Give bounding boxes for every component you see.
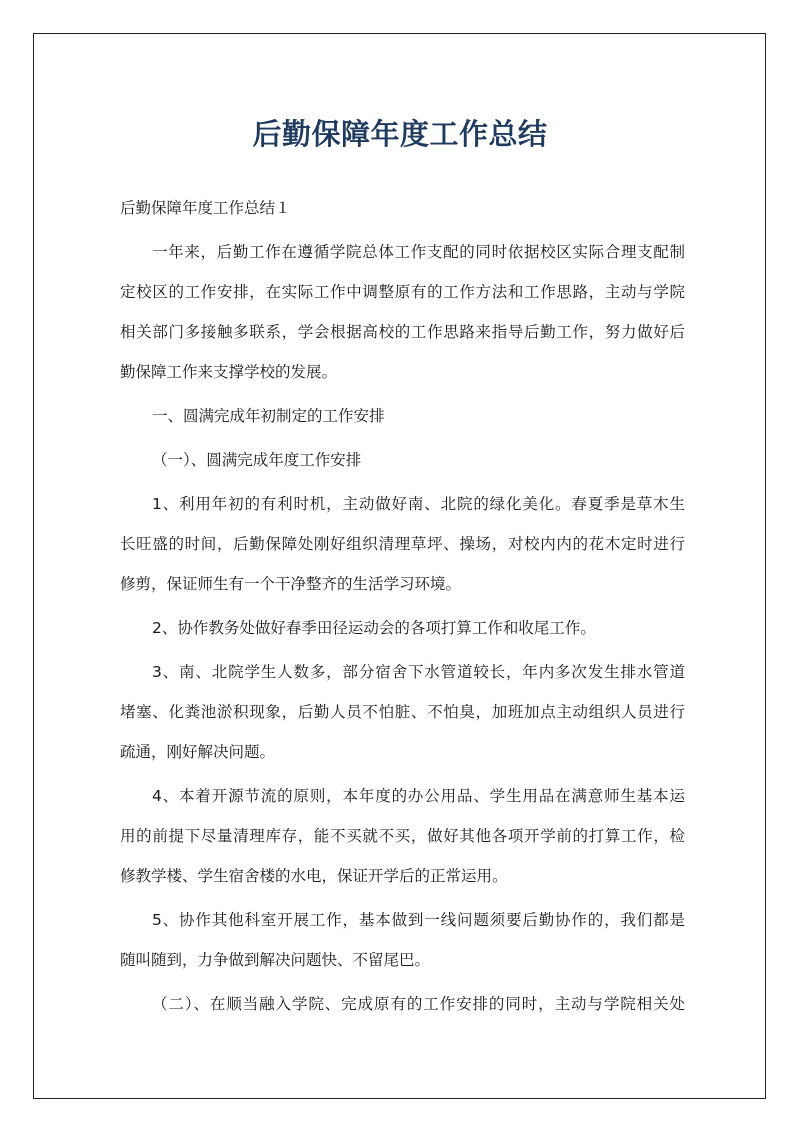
text-line: 定校区的工作安排，在实际工作中调整原有的工作方法和工作思路，主动与学院 [120,283,685,301]
paragraph-item-3 [120,652,685,772]
text-line: 3、南、北院学生人数多，部分宿舍下水管道较长，年内多次发生排水管道 [152,663,685,681]
text-line: 4、本着开源节流的原则，本年度的办公用品、学生用品在满意师生基本运 [152,787,685,805]
text-line: 相关部门多接触多联系，学会根据高校的工作思路来指导后勤工作，努力做好后 [120,323,685,341]
text-line: 堵塞、化粪池淤积现象，后勤人员不怕脏、不怕臭，加班加点主动组织人员进行 [120,703,685,721]
document-body [120,188,685,1028]
text-line: 1、利用年初的有利时机，主动做好南、北院的绿化美化。春夏季是草木生 [152,495,685,513]
text-line: （二）、在顺当融入学院、完成原有的工作安排的同时，主动与学院相关处 [152,995,685,1013]
text-line: 用的前提下尽量清理库存，能不买就不买，做好其他各项开学前的打算工作，检 [120,827,685,845]
text-line: 随叫随到，力争做到解决问题快、不留尾巴。 [120,951,431,969]
paragraph-item-1 [120,484,685,604]
text-line: 疏通，刚好解决问题。 [120,743,276,761]
text-line: 勤保障工作来支撑学校的发展。 [120,363,338,381]
paragraph-item-2 [120,608,685,648]
subsection-heading-1 [120,440,685,480]
paragraph-intro [120,232,685,392]
section-heading-1 [120,396,685,436]
subsection-heading-2 [120,984,685,1024]
text-line: 5、协作其他科室开展工作，基本做到一线问题须要后勤协作的，我们都是 [152,911,685,929]
paragraph-item-4 [120,776,685,896]
paragraph-item-5 [120,900,685,980]
document-subtitle: 后勤保障年度工作总结１ [120,199,291,217]
text-line: 修教学楼、学生宿舍楼的水电，保证开学后的正常运用。 [120,867,508,885]
document-title: 后勤保障年度工作总结 [252,117,548,151]
text-line: 一年来，后勤工作在遵循学院总体工作支配的同时依据校区实际合理支配制 [152,243,685,261]
text-line: 2、协作教务处做好春季田径运动会的各项打算工作和收尾工作。 [152,619,596,637]
text-line: 修剪，保证师生有一个干净整齐的生活学习环境。 [120,575,462,593]
text-line: 长旺盛的时间，后勤保障处刚好组织清理草坪、操场，对校内内的花木定时进行 [120,535,685,553]
text-line: （一）、圆满完成年度工作安排 [152,451,362,469]
text-line: 一、圆满完成年初制定的工作安排 [152,407,385,425]
